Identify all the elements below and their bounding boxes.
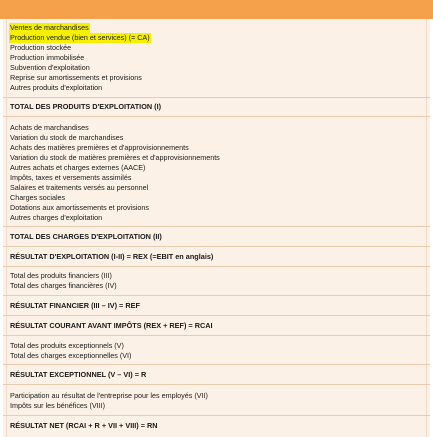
row-divider (3, 335, 430, 336)
charge-line-5: Impôts, taxes et versements assimilés (10, 173, 132, 182)
income-statement-table (3, 19, 430, 437)
produit-line-1 (3, 33, 430, 43)
row-divider (3, 415, 430, 416)
exceptionnels-list (3, 341, 430, 361)
financier-line-1: Total des charges financières (IV) (10, 281, 117, 290)
produit-line-4: Subvention d'exploitation (10, 63, 90, 72)
resultat-exceptionnel: RÉSULTAT EXCEPTIONNEL (V – VI) = R (10, 370, 147, 379)
row-divider (3, 97, 430, 98)
charge-line-1: Variation du stock de marchandises (10, 133, 124, 142)
charge-line-2: Achats des matières premières et d'approvisionnements (10, 143, 189, 152)
charge-line-8: Dotations aux amortissements et provisions (10, 203, 150, 212)
header-bar (0, 0, 433, 19)
charge-line-6: Salaires et traitements versés au personnel (10, 183, 149, 192)
produit-line-2: Production stockée (10, 43, 72, 52)
highlighted-produit: Production vendue (bien et services) (= CA) (10, 33, 150, 42)
row-divider (3, 384, 430, 385)
resultat-financier: RÉSULTAT FINANCIER (III – IV) = REF (10, 301, 140, 310)
row-divider (3, 315, 430, 316)
charge-line-4: Autres achats et charges externes (AACE) (10, 163, 146, 172)
produits-list (3, 23, 430, 93)
row-divider (3, 226, 430, 227)
charge-line-0: Achats de marchandises (10, 123, 89, 132)
exceptionnel-line-1: Total des charges exceptionnelles (VI) (10, 351, 132, 360)
produit-line-6: Autres produits d'exploitation (10, 83, 103, 92)
produit-line-3: Production immobilisée (10, 53, 85, 62)
exceptionnel-line-0: Total des produits exceptionnels (V) (10, 341, 124, 350)
charge-line-9: Autres charges d'exploitation (10, 213, 103, 222)
financiers-list (3, 271, 430, 291)
resultat-net: RÉSULTAT NET (RCAI + R + VII + VIII) = RN (10, 421, 158, 430)
participation-list (3, 391, 430, 411)
charge-line-3: Variation du stock de matières premières et d'approvisionnements (10, 153, 220, 162)
row-divider (3, 116, 430, 117)
produit-line-0 (3, 23, 430, 33)
financier-line-0: Total des produits financiers (III) (10, 271, 112, 280)
row-divider (3, 364, 430, 365)
total-produits: TOTAL DES PRODUITS D'EXPLOITATION (I) (10, 102, 162, 111)
charge-line-7: Charges sociales (10, 193, 66, 202)
charges-list (3, 123, 430, 223)
row-divider (3, 266, 430, 267)
total-charges: TOTAL DES CHARGES D'EXPLOITATION (II) (10, 232, 162, 241)
highlighted-produit: Ventes de marchandises (10, 23, 89, 32)
participation-line-1: Impôts sur les bénéfices (VIII) (10, 401, 106, 410)
produit-line-5: Reprise sur amortissements et provisions (10, 73, 142, 82)
resultat-courant: RÉSULTAT COURANT AVANT IMPÔTS (REX + REF) = RCAI (10, 321, 213, 330)
resultat-exploitation: RÉSULTAT D'EXPLOITATION (I-II) = REX (=EBIT en anglais) (10, 252, 214, 261)
row-divider (3, 246, 430, 247)
participation-line-0: Participation au résultat de l'entreprise pour les employés (VII) (10, 391, 208, 400)
row-divider (3, 295, 430, 296)
